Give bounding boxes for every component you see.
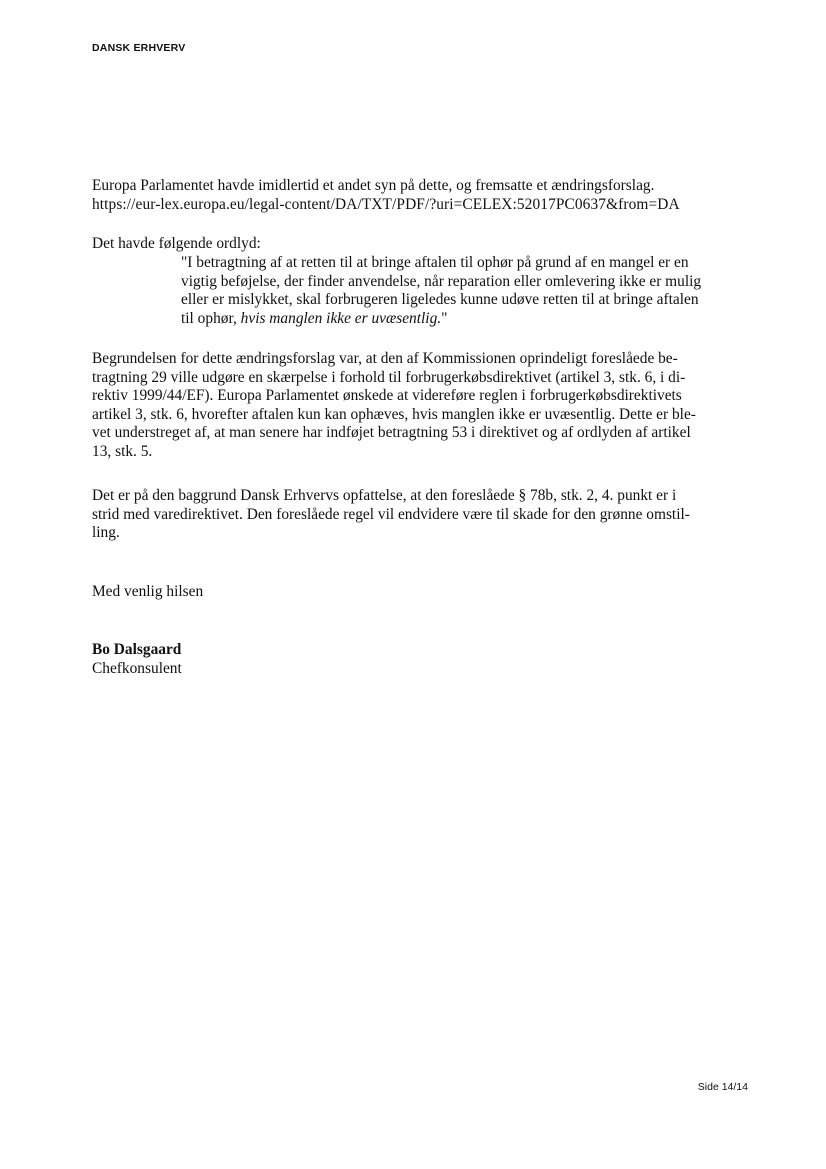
quote-emphasis: hvis manglen ikke er uvæsentlig.	[240, 309, 442, 327]
text-line: ling.	[92, 524, 120, 541]
text-line: Begrundelsen for dette ændringsforslag var, at den af Kommissionen oprindeligt foreslåede be-	[92, 350, 678, 367]
quote-line	[181, 310, 741, 329]
signatory-name: Bo Dalsgaard	[92, 641, 182, 658]
text-line: vet understreget af, at man senere har indføjet betragtning 53 i direktivet og af ordlyden af artikel	[92, 424, 691, 441]
signatory-title: Chefkonsulent	[92, 659, 182, 677]
text-line: Det er på den baggrund Dansk Erhvervs opfattelse, at den foreslåede § 78b, stk. 2, 4. punkt er i	[92, 487, 677, 504]
text-line: 13, stk. 5.	[92, 442, 153, 460]
text-line: tragtning 29 ville udgøre en skærpelse i forhold til forbrugerkøbsdirektivet (artikel 3, stk. 6, i di-	[92, 368, 686, 386]
text-line: Europa Parlamentet havde imidlertid et andet syn på dette, og fremsatte et ændringsforslag.	[92, 177, 655, 194]
paragraph-conclusion	[92, 487, 732, 543]
paragraph-amendment-intro	[92, 177, 732, 214]
quote-text: til ophør,	[181, 309, 241, 327]
text-line: artikel 3, stk. 6, hvorefter aftalen kun kan ophæves, hvis manglen ikke er uvæsentlig. Dette er ble-	[92, 405, 696, 423]
greeting-text: Med venlig hilsen	[92, 583, 204, 600]
text-line: strid med varedirektivet. Den foreslåede regel vil endvidere være til skade for den grønne omstil-	[92, 505, 690, 523]
quote-line: eller er mislykket, skal forbrugeren ligeledes kunne udøve retten til at bringe aftalen	[181, 291, 699, 308]
quote-close-mark: "	[441, 309, 448, 327]
quote-line: "I betragtning af at retten til at bringe aftalen til ophør på grund af en mangel er en	[181, 254, 689, 271]
quote-line: vigtig beføjelse, der finder anvendelse, når reparation eller omlevering ikke er mulig	[181, 272, 702, 290]
signature-block	[92, 641, 732, 678]
text-line: Det havde følgende ordlyd:	[92, 235, 261, 252]
page-number: Side 14/14	[697, 1081, 748, 1093]
text-line: rektiv 1999/44/EF). Europa Parlamentet ønskede at videreføre reglen i forbrugerkøbsdirektivets	[92, 387, 682, 404]
closing-greeting	[92, 583, 732, 602]
paragraph-justification	[92, 350, 732, 461]
paragraph-wording-intro	[92, 235, 732, 254]
document-header: DANSK ERHVERV	[92, 42, 186, 54]
block-quote	[181, 254, 741, 328]
source-url: https://eur-lex.europa.eu/legal-content/DA/TXT/PDF/?uri=CELEX:52017PC0637&from=DA	[92, 195, 680, 213]
